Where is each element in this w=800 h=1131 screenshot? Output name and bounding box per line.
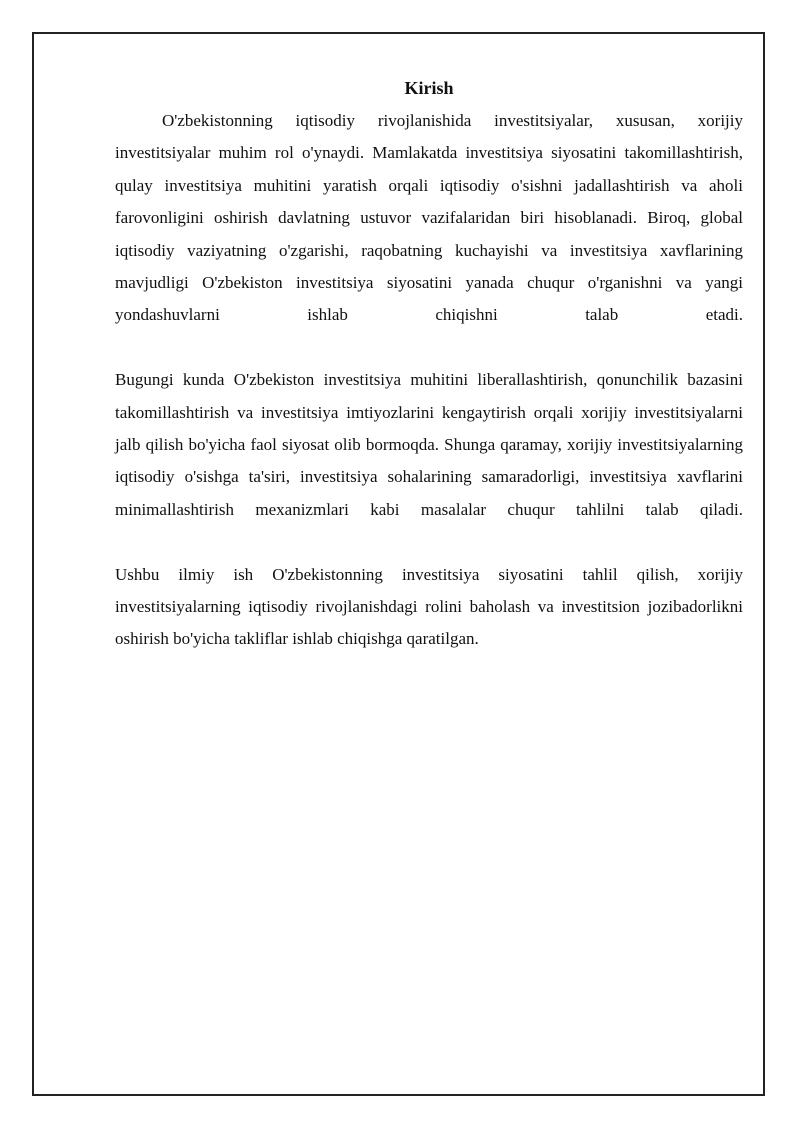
paragraph-aim: Ushbu ilmiy ish O'zbekistonning investitsiya siyosatini tahlil qilish, xorijiy investitsiyalarning iqtisodiy rivojlanishdagi rolini baholash va investitsion jozibadorlikni oshirish bo'yicha takliflar ishlab chiqishga qaratilgan.: [115, 564, 743, 649]
document-title: Kirish: [404, 78, 454, 98]
document-body: [115, 74, 743, 656]
paragraph-intro: O'zbekistonning iqtisodiy rivojlanishida investitsiyalar, xususan, xorijiy investitsiyalar muhim rol o'ynaydi. Mamlakatda investitsiya siyosatini takomillashtirish, qulay investitsiya muhitini yaratish orqali iqtisodiy o'sishni jadallashtirish va aholi farovonligini oshirish davlatning ustuvor vazifalaridan biri hisoblanadi. Biroq, global iqtisodiy vaziyatning o'zgarishi, raqobatning kuchayishi va investitsiya xavflarining mavjudligi O'zbekiston investitsiya siyosatini yanada chuqur o'rganishni va yangi yondashuvlarni ishlab chiqishni talab etadi.: [115, 111, 743, 325]
paragraph-spacer: [115, 332, 743, 364]
paragraph-current-state: Bugungi kunda O'zbekiston investitsiya muhitini liberallashtirish, qonunchilik bazasini takomillashtirish va investitsiya imtiyozlarini kengaytirish orqali xorijiy investitsiyalarni jalb qilish bo'yicha faol siyosat olib bormoqda. Shunga qaramay, xorijiy investitsiyalarning iqtisodiy o'sishga ta'siri, investitsiya sohalarining samaradorligi, investitsiya xavflarini minimallashtirish mexanizmlari kabi masalalar chuqur tahlilni talab qiladi.: [115, 370, 743, 519]
paragraph-spacer: [115, 526, 743, 558]
